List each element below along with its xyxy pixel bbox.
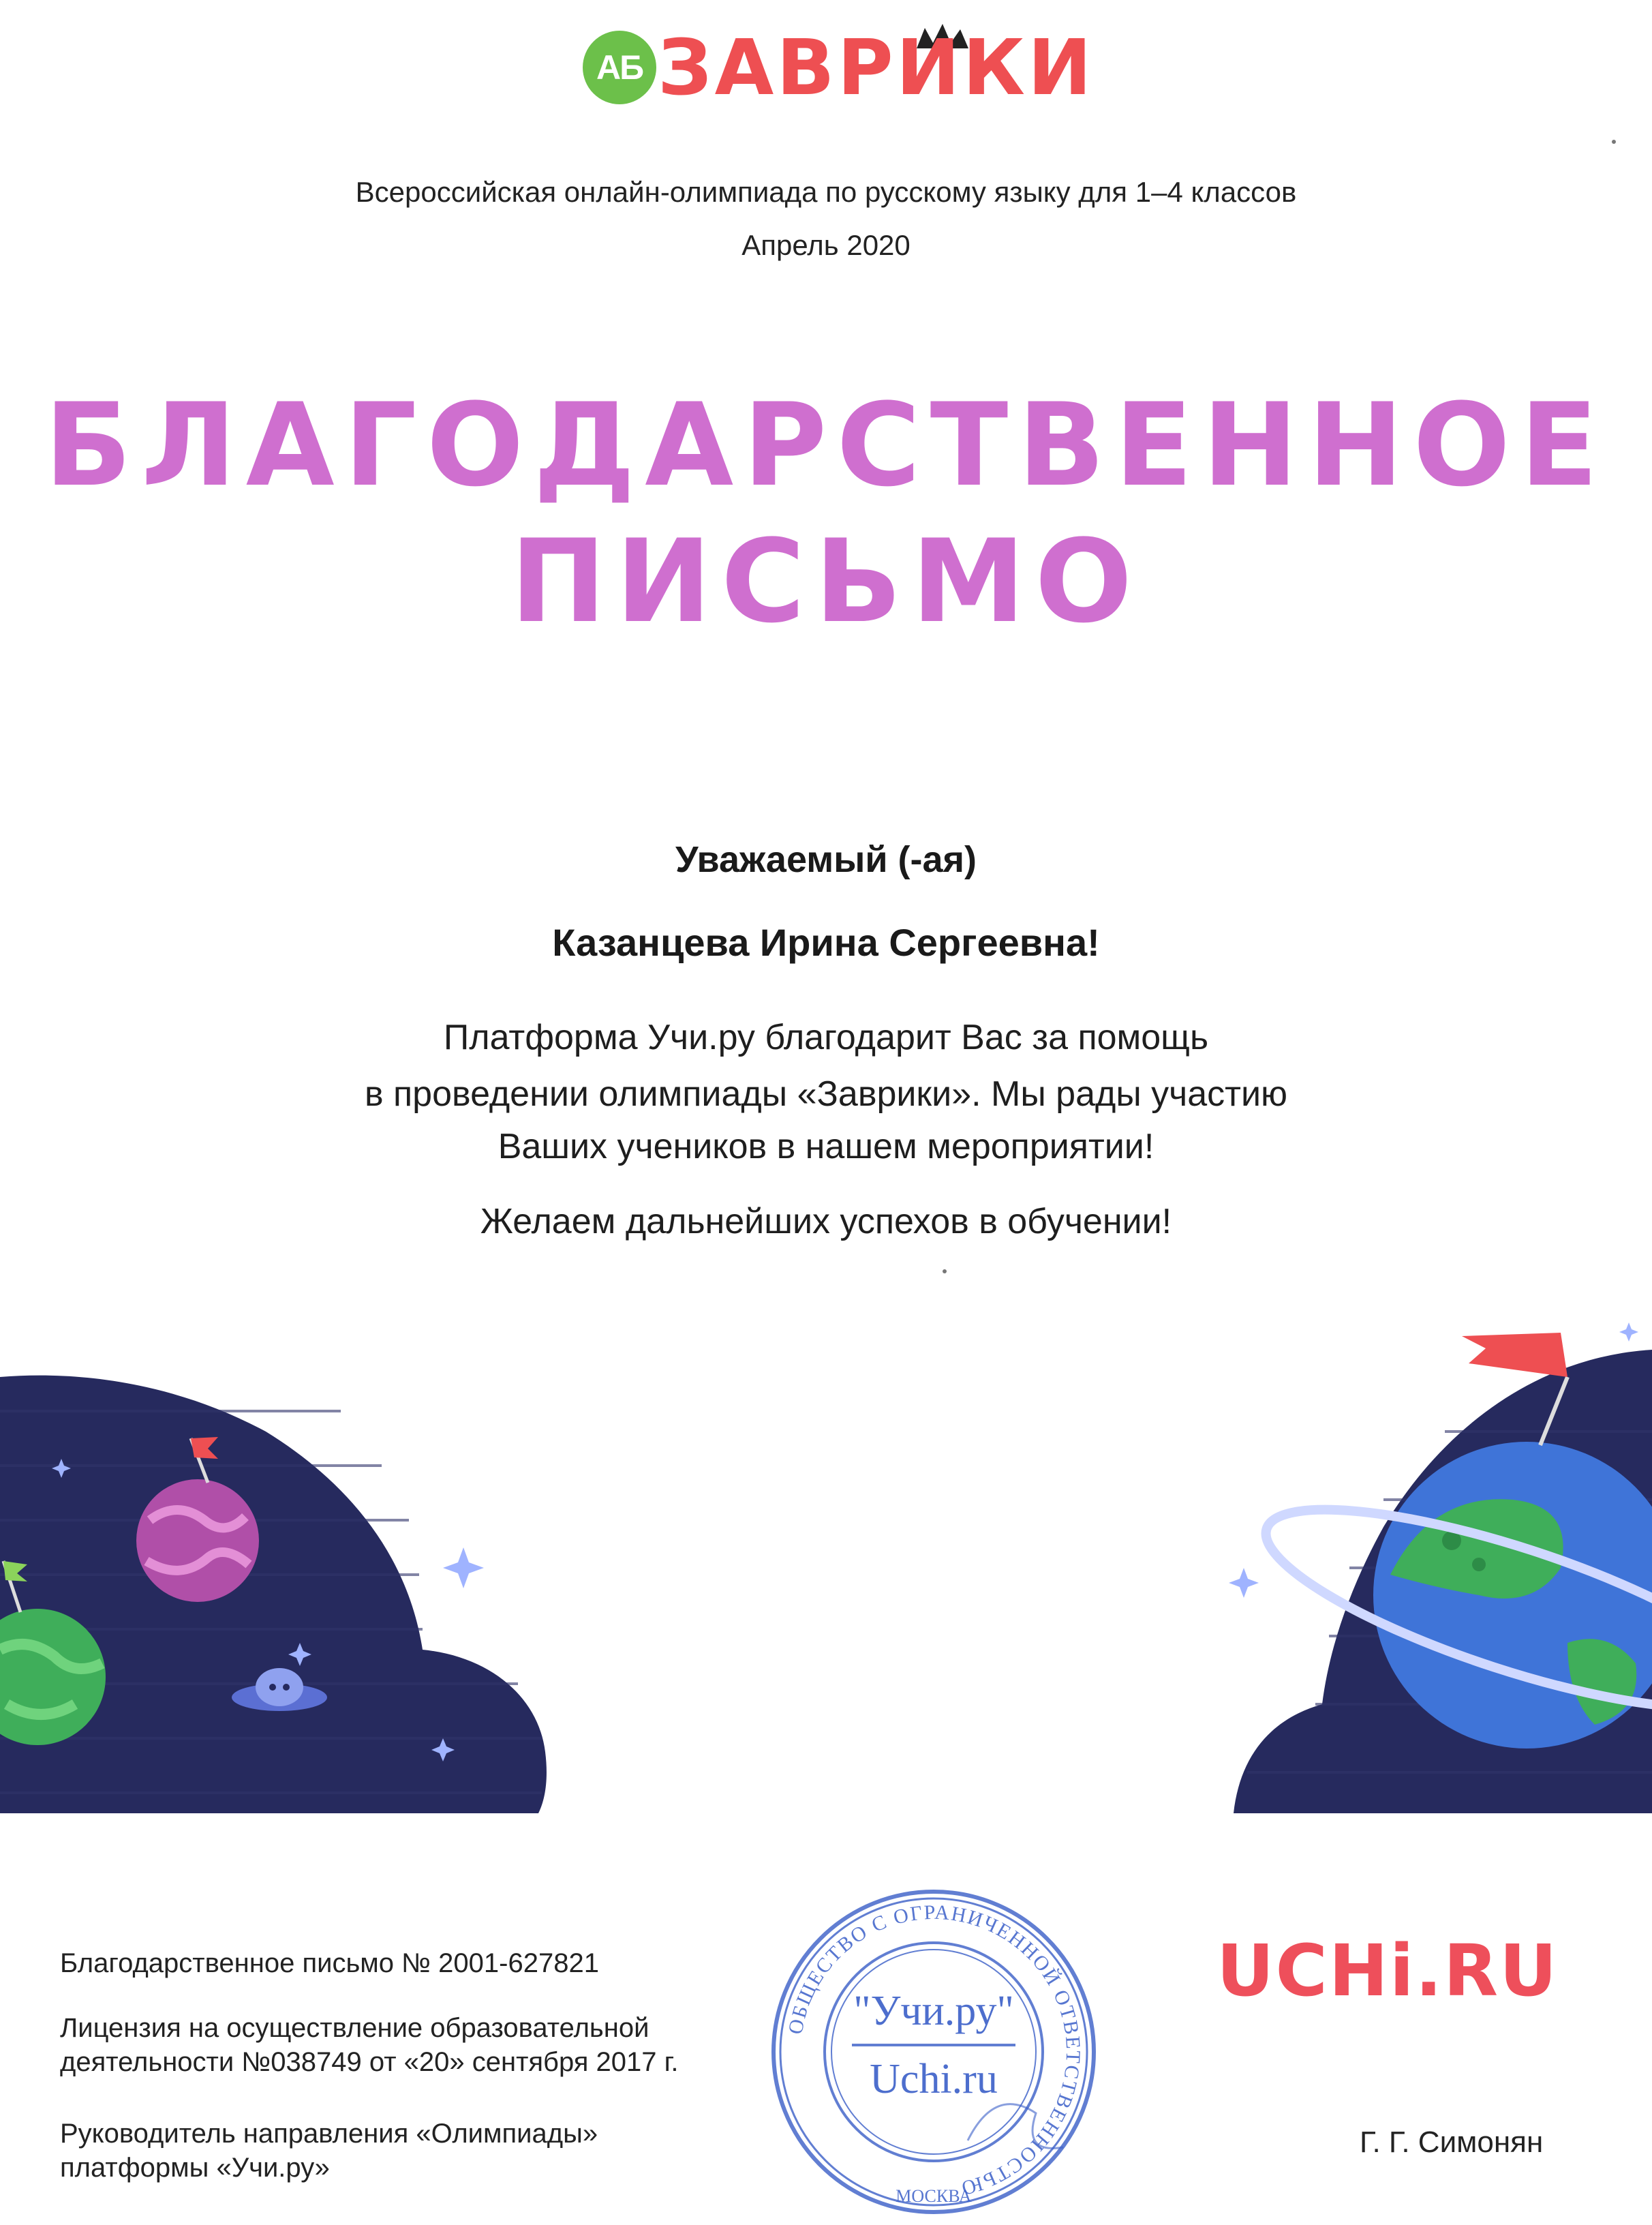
title-line-1: БЛАГОДАРСТВЕННОЕ — [44, 378, 1608, 512]
wish-text: Желаем дальнейших успехов в обучении! — [480, 1202, 1172, 1241]
certificate-number: Благодарственное письмо № 2001-627821 — [60, 1948, 599, 1978]
title-line-2: ПИСЬМО — [510, 515, 1142, 648]
body-line-2: в проведении олимпиады «Заврики». Мы рады участию — [364, 1074, 1288, 1114]
greeting: Уважаемый (-ая) — [675, 839, 977, 880]
stamp-center-line-1: "Учи.ру" — [853, 1988, 1014, 2034]
license-line-2: деятельности №038749 от «20» сентября 2017 г. — [60, 2047, 679, 2077]
signer-name: Г. Г. Симонян — [1360, 2125, 1544, 2159]
scan-speck — [943, 1269, 947, 1273]
stamp-city: МОСКВА — [896, 2186, 972, 2206]
svg-text:ОБЩЕСТВО С ОГРАНИЧЕННОЙ ОТВЕТС — [784, 1901, 1085, 2200]
head-title-line-1: Руководитель направления «Олимпиады» — [60, 2119, 598, 2149]
scan-speck — [1612, 140, 1616, 144]
stamp-center-line-2: Uchi.ru — [870, 2056, 998, 2102]
body-line-3: Ваших учеников в нашем мероприятии! — [498, 1127, 1154, 1166]
body-line-1: Платформа Учи.ру благодарит Вас за помощь — [443, 1018, 1209, 1057]
olympiad-subtitle: Всероссийская онлайн-олимпиада по русскому языку для 1–4 классов — [355, 176, 1297, 208]
recipient-name: Казанцева Ирина Сергеевна! — [552, 921, 1100, 964]
license-line-1: Лицензия на осуществление образовательной — [60, 2013, 649, 2043]
space-illustration-left — [0, 1357, 600, 1834]
space-illustration-right — [1159, 1322, 1652, 1813]
head-title-line-2: платформы «Учи.ру» — [60, 2153, 330, 2183]
uchi-ru-logo: UCHi.RU — [1217, 1929, 1559, 2012]
olympiad-date: Апрель 2020 — [741, 229, 911, 261]
zavriki-logo — [583, 17, 1095, 119]
stamp-ring-text: ОБЩЕСТВО С ОГРАНИЧЕННОЙ ОТВЕТСТВЕННОСТЬЮ — [784, 1901, 1085, 2200]
logo-badge: АБ — [583, 31, 656, 104]
official-stamp — [750, 1881, 1118, 2222]
logo-brand-text: ЗАВРИКИ — [658, 24, 1095, 112]
